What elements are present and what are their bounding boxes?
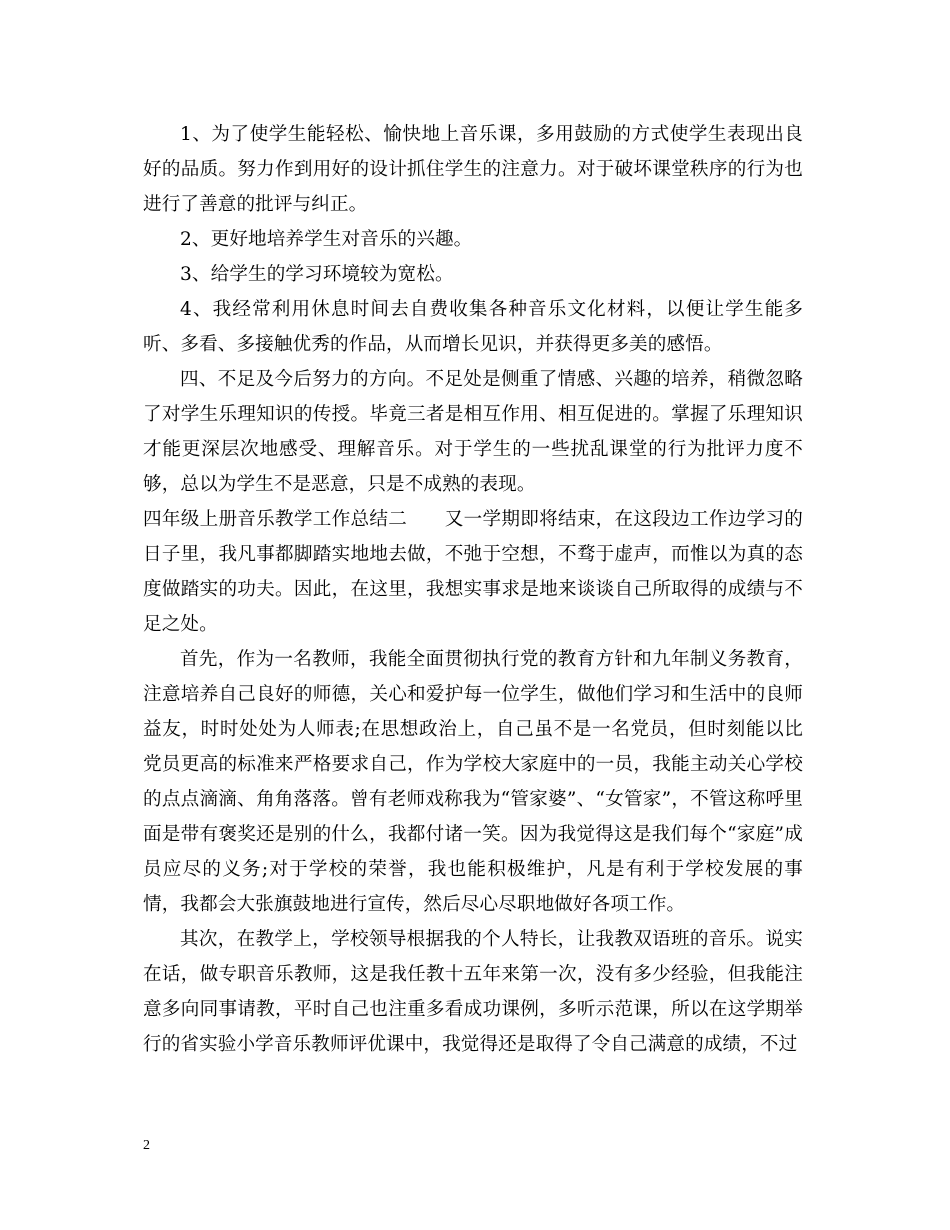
body-text xyxy=(143,117,803,1062)
page-number: 2 xyxy=(143,1138,150,1153)
paragraph-4: 4、我经常利用休息时间去自费收集各种音乐文化材料，以便让学生能多听、多看、多接触优秀的作品，从而增长见识，并获得更多美的感悟。 xyxy=(143,299,803,355)
paragraph-3: 3、给学生的学习环境较为宽松。 xyxy=(180,264,454,285)
paragraph-1: 1、为了使学生能轻松、愉快地上音乐课，多用鼓励的方式使学生表现出良好的品质。努力作到用好的设计抓住学生的注意力。对于破坏课堂秩序的行为也进行了善意的批评与纠正。 xyxy=(143,124,803,215)
paragraph-2: 2、更好地培养学生对音乐的兴趣。 xyxy=(180,229,473,250)
paragraph-8: 其次，在教学上，学校领导根据我的个人特长，让我教双语班的音乐。说实在话，做专职音乐教师，这是我任教十五年来第一次，没有多少经验，但我能注意多向同事请教，平时自己也注重多看成功课例，多听示范课，所以在这学期举行的省实验小学音乐教师评优课中，我觉得还是取得了令自己满意的成绩，不过 xyxy=(143,929,803,1055)
paragraph-5: 四、不足及今后努力的方向。不足处是侧重了情感、兴趣的培养，稍微忽略了对学生乐理知识的传授。毕竟三者是相互作用、相互促进的。掌握了乐理知识才能更深层次地感受、理解音乐。对于学生的一些扰乱课堂的行为批评力度不够，总以为学生不是恶意，只是不成熟的表现。 xyxy=(143,369,803,495)
paragraph-6: 四年级上册音乐教学工作总结二 又一学期即将结束，在这段边工作边学习的日子里，我凡事都脚踏实地地去做，不弛于空想，不骛于虚声，而惟以为真的态度做踏实的功夫。因此，在这里，我想实事求是地来谈谈自己所取得的成绩与不足之处。 xyxy=(143,509,803,635)
paragraph-7: 首先，作为一名教师，我能全面贯彻执行党的教育方针和九年制义务教育，注意培养自己良好的师德，关心和爱护每一位学生，做他们学习和生活中的良师益友，时时处处为人师表;在思想政治上，自己虽不是一名党员，但时刻能以比党员更高的标准来严格要求自己，作为学校大家庭中的一员，我能主动关心学校的点点滴滴、角角落落。曾有老师戏称我为“管家婆”、“女管家”，不管这称呼里面是带有褒奖还是别的什么，我都付诸一笑。因为我觉得这是我们每个“家庭”成员应尽的义务;对于学校的荣誉，我也能积极维护，凡是有利于学校发展的事情，我都会大张旗鼓地进行宣传，然后尽心尽职地做好各项工作。 xyxy=(143,649,803,915)
